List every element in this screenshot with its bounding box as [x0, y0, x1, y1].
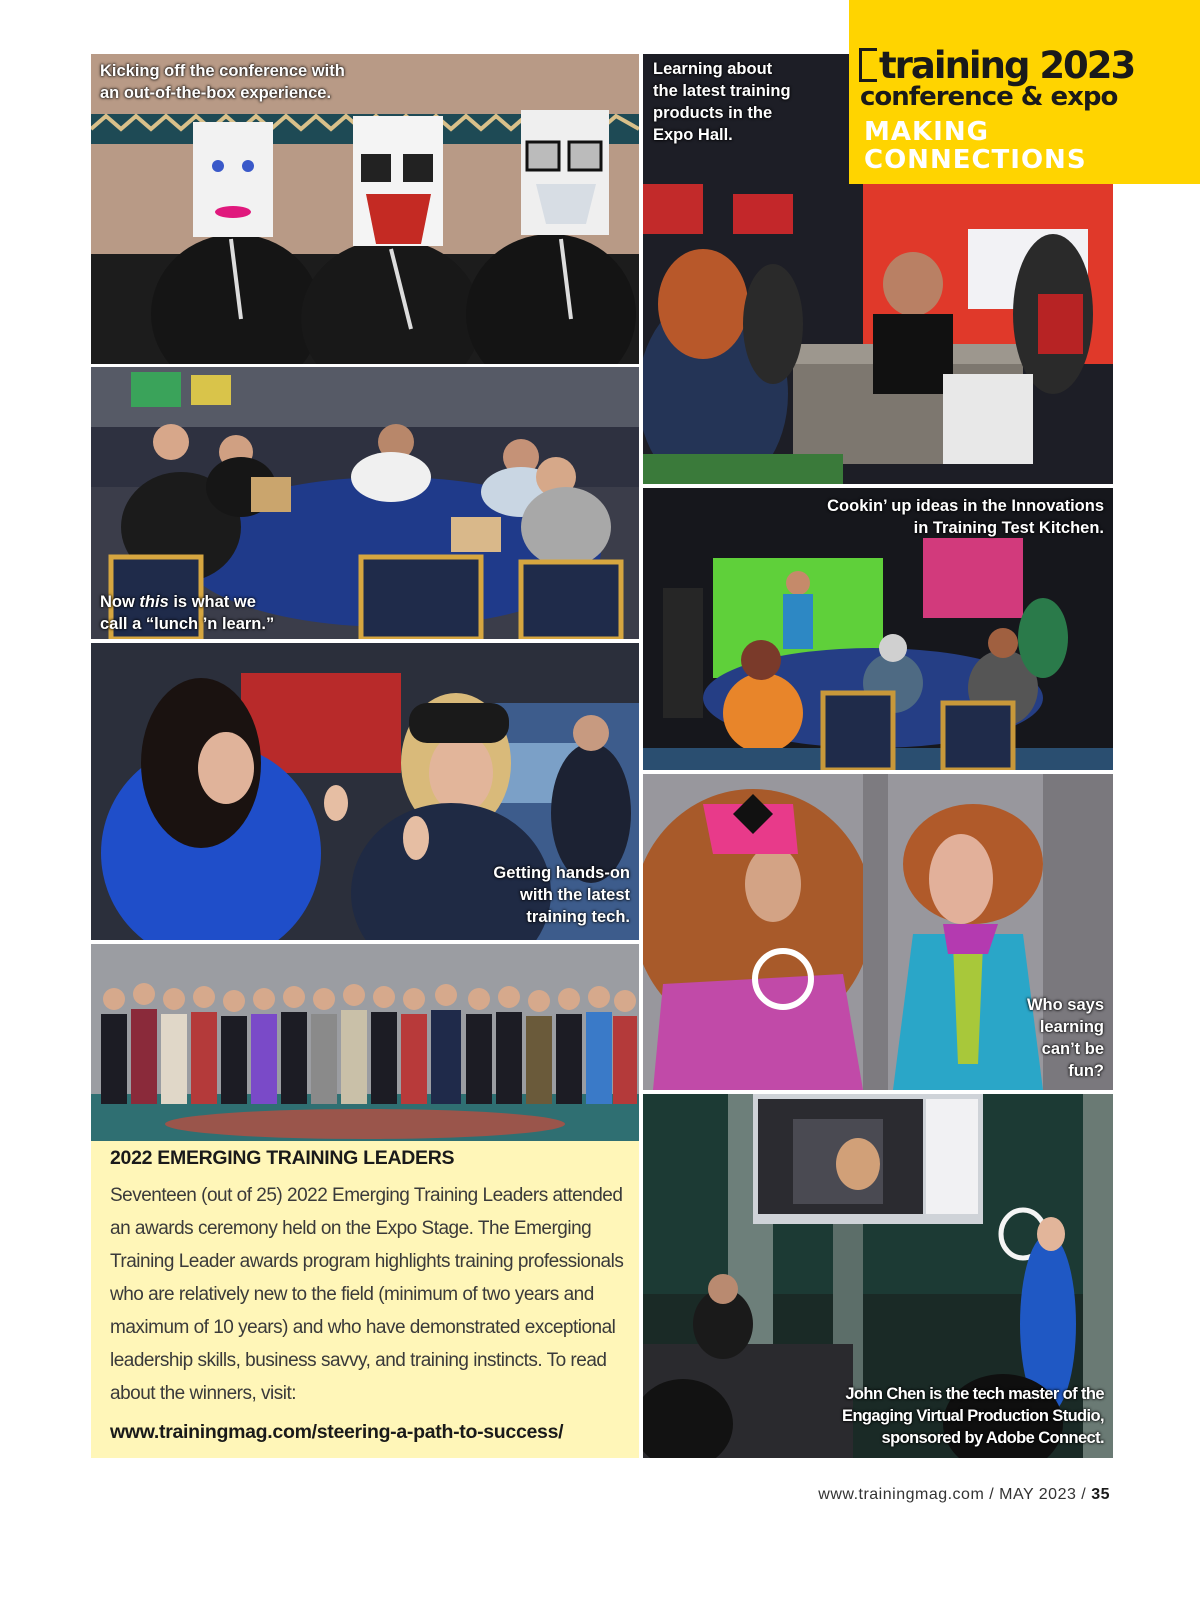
brand-title: training 2023 [879, 44, 1135, 87]
caption-text: is what we call a “lunch ’n learn.” [100, 593, 275, 633]
emerging-leaders-box [91, 1141, 639, 1458]
page-number: 35 [1091, 1486, 1110, 1503]
photo-caption: Who says learning can’t be fun? [1026, 996, 1104, 1080]
photo-caption: Learning about the latest training products in the Expo Hall. [653, 60, 791, 144]
photo-box-heads [91, 54, 639, 364]
photo-caption: John Chen is the tech master of the Engaging Virtual Production Studio, sponsored by Adobe Connect. [842, 1385, 1104, 1447]
winners-link[interactable]: www.trainingmag.com/steering-a-path-to-success/ [110, 1421, 564, 1443]
caption-text: Now [100, 593, 140, 611]
theme-title: MAKING CONNECTIONS [864, 117, 1087, 175]
box-body: Seventeen (out of 25) 2022 Emerging Training Leaders attended an awards ceremony held on the Expo Stage. The Emerging Training Leader awards program highlights training professionals who are relatively new to the field (minimum of two years and maximum of 10 years) and who have demonstrated exceptional leadership skills, business savvy, and training instincts. To read about the winners, visit: [110, 1185, 624, 1404]
photo-caption [100, 591, 274, 635]
footer-issue: MAY 2023 [999, 1486, 1077, 1503]
caption-emphasis: this [139, 593, 169, 611]
photo-group [91, 944, 639, 1141]
photo-fun [643, 774, 1113, 1090]
photo-test-kitchen [643, 488, 1113, 770]
box-heading: 2022 EMERGING TRAINING LEADERS [110, 1147, 455, 1169]
photo-caption: Getting hands-on with the latest training tech. [493, 864, 630, 926]
photo-studio [643, 1094, 1113, 1458]
page-footer [818, 1486, 1110, 1504]
brand-logo-mark [859, 48, 877, 82]
footer-site: www.trainingmag.com [818, 1486, 985, 1503]
brand-subtitle: conference & expo [860, 82, 1118, 112]
conference-badge [849, 0, 1200, 184]
photo-caption: Kicking off the conference with an out-of-the-box experience. [100, 62, 345, 102]
photo-hands-on [91, 643, 639, 940]
footer-separator: / [984, 1486, 1000, 1503]
photo-lunch [91, 367, 639, 639]
photo-caption: Cookin’ up ideas in the Innovations in Training Test Kitchen. [827, 497, 1104, 537]
brand-row [859, 42, 1134, 86]
footer-separator: / [1076, 1486, 1092, 1503]
